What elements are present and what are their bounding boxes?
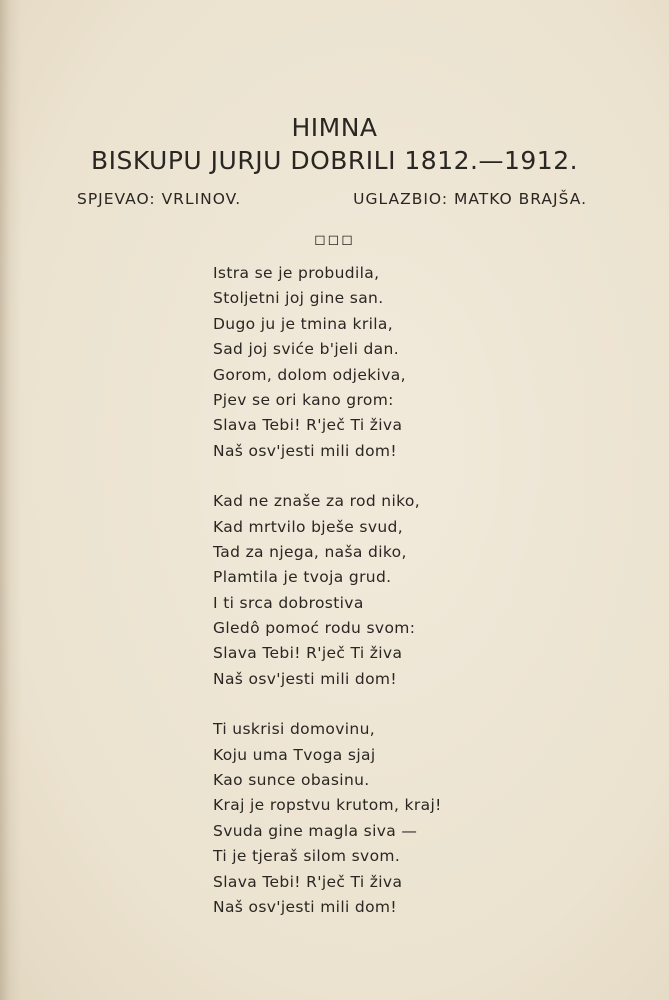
verse-line: Dugo ju je tmina krila,	[213, 314, 394, 333]
verse-line: Koju uma Tvoga sjaj	[213, 745, 376, 764]
verse-line: Slava Tebi! R'ječ Ti živa	[213, 644, 403, 663]
verse-line: I ti srca dobrostiva	[213, 593, 364, 612]
verse-line: Gledô pomoć rodu svom:	[213, 619, 416, 638]
verse-line: Naš osv'jesti mili dom!	[213, 897, 397, 916]
verse-line: Plamtila je tvoja grud.	[213, 568, 392, 587]
verse-line: Naš osv'jesti mili dom!	[213, 441, 397, 460]
verse-line: Slava Tebi! R'ječ Ti živa	[213, 416, 403, 435]
verse-line: Kraj je ropstvu krutom, kraj!	[213, 796, 442, 815]
verse-line: Pjev se ori kano grom:	[213, 390, 394, 409]
verse-line: Stoljetni joj gine san.	[213, 289, 384, 308]
verse-line: Naš osv'jesti mili dom!	[213, 669, 397, 688]
page-title: HIMNA	[291, 113, 378, 142]
page-subtitle: BISKUPU JURJU DOBRILI 1812.—1912.	[90, 146, 579, 175]
verse-line: Gorom, dolom odjekiva,	[213, 365, 406, 384]
composer-credit: UGLAZBIO: MATKO BRAJŠA.	[353, 190, 587, 208]
verse-line: Kao sunce obasinu.	[213, 771, 370, 790]
stanza-2	[213, 489, 533, 692]
verse-line: Ti uskrisi domovinu,	[213, 720, 376, 739]
verse-line: Kad ne znaše za rod niko,	[213, 492, 420, 511]
verse-line: Tad za njega, naša diko,	[213, 542, 407, 561]
lyricist-credit: SPJEVAO: VRLINOV.	[77, 190, 242, 208]
stanza-1	[213, 261, 533, 464]
verse-line: Istra se je probudila,	[213, 264, 380, 282]
verse-line: Slava Tebi! R'ječ Ti živa	[213, 872, 403, 891]
verse-line: Sad joj sviće b'jeli dan.	[213, 340, 399, 359]
verse-line: Ti je tjeraš silom svom.	[213, 847, 401, 866]
verse-line: Kad mrtvilo bješe svud,	[213, 517, 404, 536]
poem-body	[213, 261, 533, 945]
verse-line: Svuda gine magla siva —	[213, 821, 418, 840]
stanza-3	[213, 717, 533, 920]
ornament-squares: ◻◻◻	[314, 232, 355, 248]
